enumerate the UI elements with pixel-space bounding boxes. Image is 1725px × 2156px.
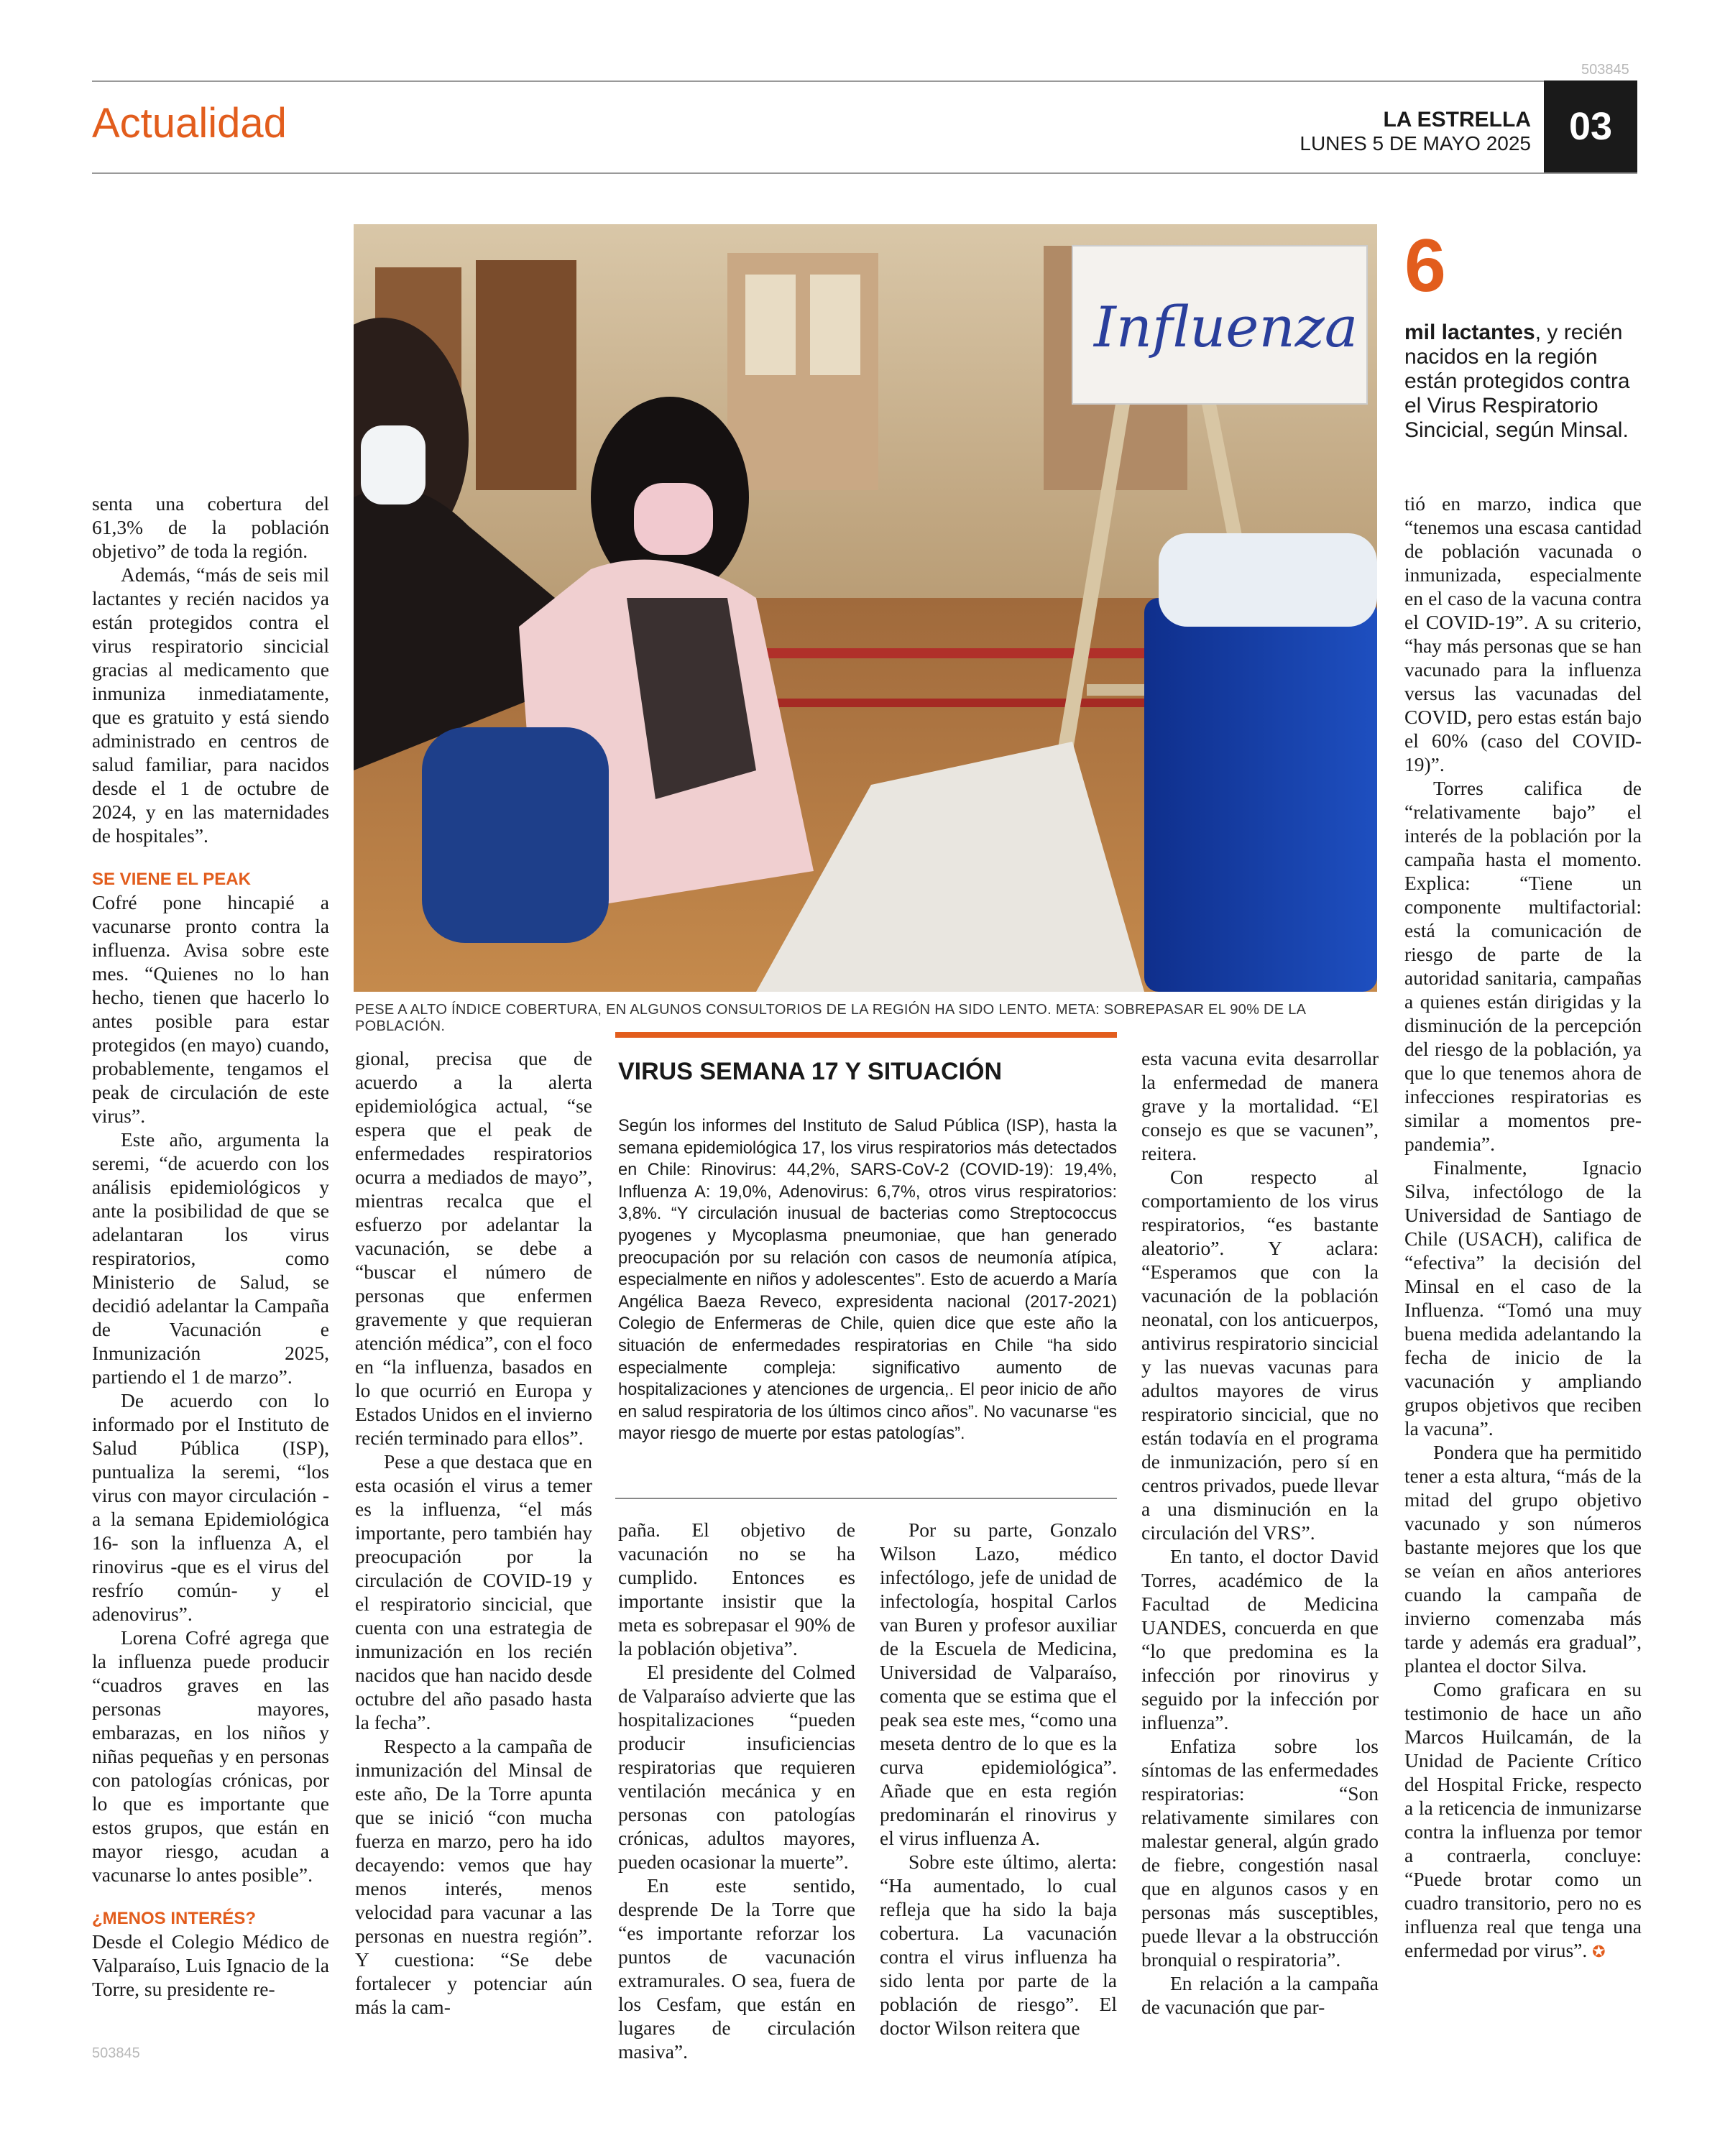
subheading-peak: SE VIENE EL PEAK — [92, 870, 251, 889]
photo-caption: PESE A ALTO ÍNDICE COBERTURA, EN ALGUNOS CONSULTORIOS DE LA REGIÓN HA SIDO LENTO. META: SOBREPASAR EL 90% DE LA POBLACIÓN. — [355, 1002, 1306, 1034]
article-column-5 — [1141, 1046, 1379, 2019]
article-column-3 — [618, 1518, 855, 2063]
issue-date: LUNES 5 DE MAYO 2025 — [1300, 132, 1531, 155]
box-title: VIRUS SEMANA 17 Y SITUACIÓN — [618, 1058, 1003, 1085]
paragraph: El presidente del Colmed de Valparaíso advierte que las hospitalizaciones “pueden producir insuficiencias respiratorias que requieren ventilación mecánica y en personas con patologías crónicas, adultos mayores, pueden ocasionar la muerte”. — [618, 1661, 855, 1873]
stat-bold: mil lactantes — [1404, 321, 1535, 344]
paragraph-text: Como graficara en su testimonio de hace un año Marcos Huilcamán, de la Unidad de Paciente Crítico del Hospital Fricke, respecto a la reticencia de inmunizarse contra la influenza por temor a contraerla, concluye: “Puede brotar como un cuadro transitorio, pero no es influenza real que tenga una enfermedad por virus”. — [1404, 1678, 1642, 1961]
paragraph: Torres califica de “relativamente bajo” el interés de la población por la campaña hasta el momento. Explica: “Tiene un componente multifactorial: está la comunicación de riesgo de parte de la autoridad sanitaria, campañas a quienes están dirigidas y la disminución de la percepción del riesgo de la población, ya que lo que tenemos ahora de infecciones respiratorias es similar a momentos pre-pandemia”. — [1404, 777, 1642, 1155]
influenza-sign-text: Influenza — [1094, 295, 1358, 360]
paragraph: tió en marzo, indica que “tenemos una escasa cantidad de población vacunada o inmunizada, especialmente en el caso de la vacuna contra el COVID-19”. A su criterio, “hay más personas que se han vacunado para la influenza versus las vacunadas del COVID, pero estas están bajo el 60% (caso del COVID-19)”. — [1404, 492, 1642, 775]
end-of-article-icon: ✪ — [1592, 1943, 1606, 1961]
paragraph: Desde el Colegio Médico de Valparaíso, Luis Ignacio de la Torre, su presidente re- — [92, 1930, 329, 2000]
paragraph: Por su parte, Gonzalo Wilson Lazo, médico infectólogo, jefe de unidad de infectología, hospital Carlos van Buren y profesor auxiliar de la Escuela de Medicina, Universidad de Valparaíso, comenta que se estima que el peak sea este mes, “como una meseta dentro de lo que es la curva epidemiológica”. Añade que en esta región predominarán el rinovirus y el virus influenza A. — [880, 1519, 1117, 1849]
stat-number: 6 — [1404, 224, 1446, 308]
paragraph: gional, precisa que de acuerdo a la alerta epidemiológica actual, “se espera que el peak de enfermedades respiratorios ocurra a mediados de mayo”, mientras recalca que el esfuerzo por adelantar la vacunación, se debe a “buscar el número de personas que enfermen gravemente y que requieran atención médica”, con el foco en “la influenza, basados en lo que ocurrió en Europa y Estados Unidos en el invierno recién terminado para ellos”. — [355, 1047, 592, 1449]
top-rule — [92, 80, 1637, 82]
article-column-1 — [92, 492, 329, 2001]
section-title: Actualidad — [92, 100, 287, 147]
paragraph: En este sentido, desprende De la Torre que “es importante reforzar los puntos de vacunación extramurales. O sea, fuera de los Cesfam, que están en lugares de circulación masiva”. — [618, 1874, 855, 2063]
subheading-less-interest: ¿MENOS INTERÉS? — [92, 1909, 257, 1928]
paragraph: Con respecto al comportamiento de los virus respiratorios, “es bastante aleatorio”. Y aclara: “Esperamos que con la vacunación de la población neonatal, con los anticuerpos, antivirus respiratorio sincicial y las nuevas vacunas para adultos mayores de virus respiratorio sincicial, que no están todavía en el programa de inmunización, pero sí en centros privados, puede llevar a una disminución en la circulación del VRS”. — [1141, 1166, 1379, 1544]
stat-rest: , y recién nacidos en la región están protegidos contra el Virus Respiratorio Sincicial, según Minsal. — [1404, 321, 1630, 442]
paragraph: En relación a la campaña de vacunación que par- — [1141, 1972, 1379, 2018]
paragraph: En tanto, el doctor David Torres, académico de la Facultad de Medicina UANDES, concuerda en que “lo que predomina es la infección por rinovirus y seguido por la infección por influenza”. — [1141, 1545, 1379, 1733]
paragraph: Sobre este último, alerta: “Ha aumentado, lo cual refleja que ha sido la baja cobertura. La vacunación contra el virus influenza ha sido lenta por parte de la población de riesgo”. El doctor Wilson reitera que — [880, 1851, 1117, 2039]
paragraph: Este año, argumenta la seremi, “de acuerdo con los análisis epidemiológicos y ante la posibilidad de que se adelantaran los virus respiratorios, como Ministerio de Salud, se decidió adelantar la Campaña de Vacunación e Inmunización 2025, partiendo el 1 de marzo”. — [92, 1128, 329, 1388]
paragraph: paña. El objetivo de vacunación no se ha cumplido. Entonces es importante insistir que la meta es sobrepasar el 90% de la población objetiva”. — [618, 1519, 855, 1659]
page-serial-bottom: 503845 — [92, 2045, 140, 2061]
masthead-rule — [92, 172, 1637, 174]
paragraph: Lorena Cofré agrega que la influenza puede producir “cuadros graves en las personas mayores, embarazas, en los niños y niñas pequeñas y en personas con patologías crónicas, por lo que es importante que estos grupos, que están en mayor riesgo, acudan a vacunarse lo antes posible”. — [92, 1626, 329, 1886]
paragraph: Finalmente, Ignacio Silva, infectólogo de la Universidad de Santiago de Chile (USACH), califica de “efectiva” la decisión del Minsal en el caso de la Influenza. “Tomó una muy buena medida adelantando la fecha de inicio de la vacunación y ampliando grupos objetivos que reciben la vacuna”. — [1404, 1156, 1642, 1439]
box-text: Según los informes del Instituto de Salud Pública (ISP), hasta la semana epidemiológica 17, los virus respiratorios más detectados en Chile: Rinovirus: 44,2%, SARS-CoV-2 (COVID-19): 19,4%, Influenza A: 19,0%, Adenovirus: 6,7%, otros virus respiratorios: 3,8%. “Y circulación inusual de bacterias como Streptococcus pyogenes y Mycoplasma pneumoniae, que han generado preocupación por su relación con casos de neumonía atípica, especialmente en niños y adolescentes”. Esto de acuerdo a María Angélica Baeza Reveco, expresidenta nacional (2017-2021) Colegio de Enfermeras de Chile, quien dice que este año la situación de enfermedades respiratorias en Chile “ha sido especialmente compleja: significativo aumento de hospitalizaciones y atenciones de urgencia,. El peor inicio de año en salud respiratoria de los últimos cinco años”. No vacunarse “es mayor riesgo de muerte por estas patologías”. — [618, 1117, 1117, 1444]
paragraph: Respecto a la campaña de inmunización del Minsal de este año, De la Torre apunta que se inició “con mucha fuerza en marzo, pero ha ido decayendo: vemos que hay menos interés, menos velocidad para vacunar a las personas en nuestra región”. Y cuestiona: “Se debe fortalecer y potenciar aún más la cam- — [355, 1735, 592, 2018]
article-column-6 — [1404, 492, 1642, 1963]
box-bottom-rule — [615, 1498, 1117, 1499]
page-number: 03 — [1544, 80, 1637, 172]
page-serial-top: 503845 — [1581, 62, 1629, 78]
masthead — [1287, 108, 1531, 155]
box-accent-bar — [615, 1032, 1117, 1038]
paragraph: Cofré pone hincapié a vacunarse pronto contra la influenza. Avisa sobre este mes. “Quienes no lo han hecho, tienen que hacerlo lo antes posible para estar protegidos (en mayo) cuando, probablemente, tengamos el peak de circulación de este virus”. — [92, 891, 329, 1127]
paragraph — [1404, 1677, 1642, 1963]
article-column-2 — [355, 1046, 592, 2019]
paragraph: De acuerdo con lo informado por el Instituto de Salud Pública (ISP), puntualiza la seremi, “los virus con mayor circulación -a la semana Epidemiológica 16- son la influenza A, el rinovirus -que es el virus del resfrío común- y el adenovirus”. — [92, 1389, 329, 1625]
article-column-4 — [880, 1518, 1117, 2040]
stat-description — [1404, 321, 1642, 443]
paragraph: esta vacuna evita desarrollar la enfermedad de manera grave y la mortalidad. “El consejo es que se vacunen”, reitera. — [1141, 1047, 1379, 1164]
newspaper-name: LA ESTRELLA — [1383, 108, 1531, 132]
paragraph: Enfatiza sobre los síntomas de las enfermedades respiratorias: “Son relativamente similares con malestar general, algún grado de fiebre, congestión nasal que en algunos casos y en personas más susceptibles, puede llevar a la obstrucción bronquial o respiratoria”. — [1141, 1735, 1379, 1971]
paragraph: Pondera que ha permitido tener a esta altura, “más de la mitad del grupo objetivo vacunado y son números bastante mejores que los que se veían en años anteriores cuando la campaña de invierno comenzaba más tarde y además era gradual”, plantea el doctor Silva. — [1404, 1441, 1642, 1677]
vaccination-photo — [354, 224, 1377, 992]
paragraph: Pese a que destaca que en esta ocasión el virus a temer es la influenza, “el más importante, pero también hay preocupación por la circulación de COVID-19 y el respiratorio sincicial, que cuenta con una estrategia de inmunización en los recién nacidos que han nacido desde octubre del año pasado hasta la fecha”. — [355, 1450, 592, 1733]
paragraph: senta una cobertura del 61,3% de la población objetivo” de toda la región. — [92, 492, 329, 562]
paragraph: Además, “más de seis mil lactantes y recién nacidos ya están protegidos contra el virus respiratorio sincicial gracias al medicamento que inmuniza inmediatamente, que es gratuito y está siendo administrado en centros de salud familiar, para nacidos desde el 1 de octubre de 2024, y en las maternidades de hospitales”. — [92, 563, 329, 847]
